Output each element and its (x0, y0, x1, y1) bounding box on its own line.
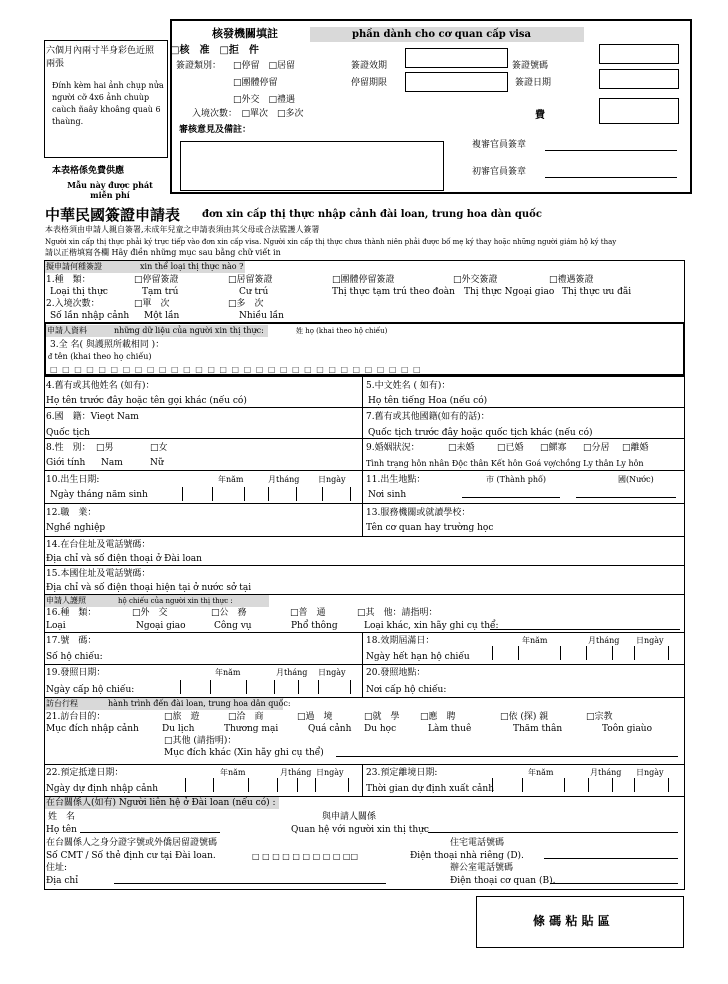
visa-kind-group-vi: Thị thực tạm trú theo đoàn (332, 287, 455, 297)
row-divider (44, 764, 685, 765)
date-tick (274, 680, 275, 694)
contact-office-phone-label-vi: Điện thoại cơ quan (B). (450, 876, 556, 886)
contact-relation-field[interactable] (428, 832, 678, 833)
arrival-year-unit: 年năm (220, 768, 246, 777)
signature-note-vi: Người xin cấp thị thực phải ký trực tiếp vào đơn xin cấp visa. Người xin cấp thị thực chưa thành niên phải được bố mẹ ký thay hoặc những người giám hộ ký thay (45, 238, 617, 246)
contact-name-label-vi: Họ tên (46, 825, 77, 835)
contact-home-phone-label-zh: 住宅電話號碼 (450, 838, 505, 848)
purpose-religion-vi: Toôn giaùo (602, 724, 653, 734)
date-tick (210, 680, 211, 694)
row-divider (44, 664, 685, 665)
passport-kind-diplomatic-vi: Ngoại giao (136, 621, 186, 631)
visa-date-field[interactable] (599, 69, 679, 89)
birth-country-label: 國(Nước) (618, 475, 654, 484)
marital-married[interactable]: □已婚 (497, 443, 524, 453)
visa-section-header-vi: xin thể loại thị thực nào ? (140, 262, 244, 271)
remarks-field[interactable] (180, 141, 444, 191)
date-tick (634, 646, 635, 660)
visa-number-label: 簽證號碼 (512, 61, 549, 71)
contact-name-field[interactable] (80, 832, 220, 833)
passport-kind-label: 16.種 類： (46, 608, 97, 618)
date-tick (182, 487, 183, 501)
row-divider (44, 503, 685, 504)
birth-place-vi: Nơi sinh (368, 490, 407, 500)
visa-kind-courtesy-vi: Thị thực ưu đãi (562, 287, 632, 297)
row-divider (44, 565, 685, 566)
date-tick (612, 778, 613, 792)
contact-office-phone-label-zh: 辦公室電話號碼 (450, 863, 514, 873)
date-tick (492, 646, 493, 660)
full-name-label: 3.全 名( 與護照所載相同 )： (50, 340, 165, 350)
passport-expiry-vi: Ngày hết hạn hộ chiếu (366, 652, 470, 662)
employer-vi: Tên cơ quan hay trường học (366, 523, 494, 533)
former-name-label: 4.舊有或其他姓名 (如有)： (46, 381, 155, 391)
applicant-section-header-zh: 申請人資料 (47, 326, 87, 335)
date-tick (348, 778, 349, 792)
tw-address-vi: Địa chỉ và số điện thoại ở Đài loan (46, 554, 202, 564)
visa-kind-group[interactable]: □團體停留簽證 (332, 275, 395, 285)
nationality-label[interactable]: 6.國 籍：Vieọt Nam (46, 412, 139, 422)
date-tick (518, 646, 519, 660)
contact-relation-label-vi: Quan hệ với người xin thị thực (291, 825, 429, 835)
photo-instruction-vi: Đính kèm hai ảnh chụp nửa người cỡ 4x6 ảnh chuùp caùch ñaây khoâng quaù 6 thaùng. (52, 81, 164, 126)
column-divider (362, 376, 363, 470)
purpose-other[interactable]: □其他 (請指明)： (164, 736, 237, 746)
passport-number-vi: Số hộ chiếu: (46, 652, 103, 662)
issue-year-unit: 年năm (215, 668, 241, 677)
date-tick (564, 778, 565, 792)
passport-section-header-zh: 申請人護照 (46, 596, 86, 605)
purpose-transit[interactable]: □過 境 (297, 712, 333, 722)
home-address-label: 15.本國住址及電話號碼： (46, 569, 151, 579)
passport-kind-other-vi: Loại khác, xin hãy ghi cụ thể: (364, 621, 499, 631)
date-tick (560, 646, 561, 660)
visa-kind-residence-vi: Cư trú (239, 287, 269, 297)
date-tick (522, 778, 523, 792)
purpose-tourism[interactable]: □旅 遊 (164, 712, 200, 722)
issue-place-label: 20.發照地點： (366, 668, 426, 678)
birth-city-field[interactable] (462, 497, 560, 498)
visa-kind-label: 1.種 類： (46, 275, 91, 285)
arrival-month-unit: 月tháng (280, 768, 312, 777)
row-divider (44, 438, 685, 439)
visa-kind-courtesy[interactable]: □禮遇簽證 (549, 275, 594, 285)
date-tick (322, 487, 323, 501)
date-tick (268, 487, 269, 501)
date-tick (297, 778, 298, 792)
contact-address-label-vi: Địa chỉ (46, 876, 79, 886)
marital-divorced[interactable]: □離婚 (622, 443, 649, 453)
sex-label: 8.性 別： (46, 443, 91, 453)
marital-label: 9.婚姻狀況： (366, 443, 420, 453)
date-tick (248, 778, 249, 792)
official-title-zh: 核發機關填註 (212, 27, 278, 40)
expiry-year-unit: 年năm (522, 636, 548, 645)
entries-options[interactable]: 入境次數： □單次 □多次 (192, 109, 304, 119)
expiry-month-unit: 月tháng (588, 636, 620, 645)
marital-widowed[interactable]: □鰥寡 (540, 443, 567, 453)
passport-kind-other[interactable]: □其 他：請指明： (357, 608, 438, 618)
visa-number-field[interactable] (599, 44, 679, 64)
occupation-vi: Nghề nghiệp (46, 523, 106, 533)
trip-section-header-zh: 訪台行程 (46, 699, 78, 708)
entries-multiple-vi: Nhiều lần (239, 311, 284, 321)
entries-label: 2.入境次數： (46, 299, 100, 309)
employer-label: 13.服務機關或就讀學校： (366, 508, 471, 518)
arrival-vi: Ngày dự định nhập cảnh (46, 784, 159, 794)
chinese-name-label: 5.中文姓名 ( 如有)： (366, 381, 451, 391)
date-tick (315, 778, 316, 792)
date-tick (244, 487, 245, 501)
birth-day-unit: 日ngày (318, 475, 346, 484)
passport-kind-diplomatic[interactable]: □外 交 (132, 608, 168, 618)
arrival-day-unit: 日ngày (316, 768, 344, 777)
barcode-area-label: 條 碼 粘 貼 區 (533, 914, 610, 928)
departure-day-unit: 日ngày (636, 768, 664, 777)
date-tick (586, 646, 587, 660)
date-tick (634, 778, 635, 792)
date-tick (668, 778, 669, 792)
stay-period-label: 停留期限 (351, 78, 388, 88)
issue-day-unit: 日ngày (318, 668, 346, 677)
visa-type-label: 簽證類別： (176, 61, 222, 71)
purpose-business[interactable]: □洽 商 (228, 712, 264, 722)
sex-vi: Giới tính (46, 458, 86, 468)
row-divider (44, 407, 685, 408)
departure-year-unit: 年năm (528, 768, 554, 777)
purpose-family-visit-vi: Thăm thân (513, 724, 563, 734)
tw-address-label: 14.在台住址及電話號碼： (46, 540, 151, 550)
passport-section-header-vi: hộ chiếu của người xin thị thực : (118, 597, 233, 605)
chinese-name-vi: Họ tên tiếng Hoa (nếu có) (368, 396, 488, 406)
entries-vi: Số lần nhập cảnh (50, 311, 130, 321)
purpose-business-vi: Thương mại (224, 724, 279, 734)
expiry-day-unit: 日ngày (636, 636, 664, 645)
fee-field[interactable] (599, 98, 679, 124)
contact-address-field[interactable] (114, 883, 386, 884)
date-tick (492, 778, 493, 792)
passport-kind-vi: Loại (46, 621, 66, 631)
stay-period-field[interactable] (405, 72, 508, 92)
issue-date-vi: Ngày cấp hộ chiếu: (46, 685, 135, 695)
purpose-study[interactable]: □就 學 (364, 712, 400, 722)
initial-reviewer-signature-label: 初審官員簽章 (472, 167, 527, 177)
date-tick (588, 778, 589, 792)
visa-kind-stay-vi: Tạm trú (142, 287, 179, 297)
contact-id-char-boxes[interactable]: □ □ □ □ □ □ □ □ □ □□ (252, 852, 359, 861)
passport-kind-ordinary-vi: Phổ thông (291, 621, 338, 631)
row-divider (44, 376, 685, 377)
issue-date-label: 19.發照日期： (46, 668, 106, 678)
home-address-vi: Địa chỉ và số điện thoại hiện tại ở nước sở tại (46, 583, 252, 593)
form-title-vi: đơn xin cấp thị thực nhập cảnh đài loan, trung hoa dàn quốc (202, 209, 542, 220)
reviewer-signature-line[interactable] (545, 150, 677, 151)
passport-kind-official-vi: Công vụ (214, 621, 252, 631)
former-name-vi: Họ tên trước đây hoặc tên gọi khác (nếu có) (46, 396, 247, 406)
free-form-note-vi: Mẫu này được phát miễn phí (67, 180, 153, 200)
birth-month-unit: 月tháng (268, 475, 300, 484)
contact-office-phone-field[interactable] (550, 883, 678, 884)
departure-month-unit: 月tháng (590, 768, 622, 777)
free-form-note-zh: 本表格係免費供應 (52, 166, 125, 176)
passport-kind-other-field[interactable] (490, 629, 680, 630)
date-tick (612, 646, 613, 660)
surname-hint: 姓 họ (khai theo hộ chiếu) (296, 327, 388, 335)
date-tick (350, 487, 351, 501)
date-tick (213, 778, 214, 792)
birth-country-field[interactable] (576, 497, 676, 498)
official-title-vi: phần dành cho cơ quan cấp visa (352, 29, 531, 40)
reviewer-signature-label: 複審官員簽章 (472, 140, 527, 150)
photo-instruction-zh: 六個月內兩寸半身彩色近照兩張 (46, 46, 155, 69)
occupation-label: 12.職 業： (46, 508, 97, 518)
date-tick (212, 487, 213, 501)
contact-home-phone-label-vi: Điện thoại nhà riêng (D). (410, 851, 524, 861)
purpose-employment[interactable]: □應 聘 (420, 712, 456, 722)
passport-kind-ordinary[interactable]: □普 通 (290, 608, 326, 618)
birth-date-vi: Ngày tháng năm sinh (50, 490, 148, 500)
marital-vi: Tình trạng hôn nhân Độc thân Kết hôn Goá vợ/chồng Ly thân Ly hôn (366, 459, 644, 468)
entries-single-vi: Một lần (144, 311, 180, 321)
sex-male-vi: Nam (101, 458, 123, 468)
row-divider (44, 536, 685, 537)
contact-id-label-vi: Số CMT / Số thẻ định cư tại Đài loan. (46, 851, 216, 861)
visa-kind-diplomatic-vi: Thị thực Ngoại giao (464, 287, 555, 297)
full-name-vi: ᵭ tên (khai theo họ chiếu) (48, 352, 152, 361)
entries-multiple[interactable]: □多 次 (228, 299, 264, 309)
issue-month-unit: 月tháng (276, 668, 308, 677)
passport-number-label: 17.號 碼： (46, 636, 97, 646)
date-tick (185, 778, 186, 792)
purpose-study-vi: Du học (364, 724, 397, 734)
marital-single[interactable]: □未婚 (448, 443, 475, 453)
print-instruction: 請以正楷填寫各欄 Hãy điền những mục sau bằng chữ viết in (45, 248, 281, 257)
contact-address-label-zh: 住址: (46, 863, 68, 873)
contact-name-label-zh: 姓 名 (48, 812, 76, 822)
applicant-section-header-vi: những dữ liệu của người xin thị thực: (114, 326, 264, 335)
passport-kind-official[interactable]: □公 務 (211, 608, 247, 618)
date-tick (668, 646, 669, 660)
visa-kind-stay[interactable]: □停留簽證 (134, 275, 179, 285)
birth-date-label: 10.出生日期: (46, 475, 100, 485)
column-divider (362, 764, 363, 796)
signature-note-zh: 本表格須由申請人親自簽署,未成年兒童之申請表須由其父母或合法監護人簽署 (45, 225, 320, 234)
date-tick (277, 778, 278, 792)
arrival-label: 22.預定抵達日期： (46, 768, 124, 778)
full-name-char-boxes[interactable]: □ □ □ □ □ □ □ □ □ □ □ □ □ □ □ □ □ □ □ □ □ □ □ □ □ □ □ □ □ □ □ (50, 365, 422, 374)
visa-type-options-1[interactable]: □停留 □居留 (233, 61, 296, 71)
date-tick (296, 487, 297, 501)
visa-type-options-2[interactable]: □團體停留 (233, 78, 278, 88)
visa-section-header-zh: 擬申請何種簽證 (46, 262, 102, 271)
row-divider (44, 470, 685, 471)
visa-date-label: 簽證日期 (515, 78, 552, 88)
contact-id-label-zh: 在台關係人之身分證字號或外僑居留證號碼 (46, 838, 218, 848)
birth-city-label: 市 (Thành phố) (486, 475, 547, 484)
sex-female[interactable]: □女 (150, 443, 168, 453)
visa-validity-field[interactable] (405, 48, 508, 68)
date-tick (180, 680, 181, 694)
date-tick (318, 680, 319, 694)
contact-section-header: 在台關係人(如有) Người liên hệ ở Đài loan (nếu có) : (46, 798, 276, 808)
approve-reject-checkboxes[interactable]: □核 准 □拒 件 (170, 45, 259, 56)
purpose-transit-vi: Quá cảnh (308, 724, 352, 734)
former-nationality-label: 7.舊有或其他國籍(如有的話)： (366, 412, 490, 422)
entries-single[interactable]: □單 次 (134, 299, 170, 309)
visa-kind-diplomatic[interactable]: □外交簽證 (453, 275, 498, 285)
nationality-vi: Quốc tịch (46, 428, 90, 438)
former-nationality-vi: Quốc tịch trước đây hoặc quốc tịch khác (nếu có) (368, 428, 593, 438)
purpose-family-visit[interactable]: □依 (探) 親 (500, 712, 549, 722)
purpose-label: 21.訪台目的： (46, 712, 106, 722)
marital-separated[interactable]: □分居 (583, 443, 610, 453)
purpose-vi: Mục đích nhập cảnh (46, 724, 139, 734)
row-divider (44, 632, 685, 633)
visa-validity-label: 簽證效期 (351, 61, 388, 71)
remarks-label: 審核意見及備註： (179, 125, 252, 135)
issue-place-vi: Nơi cấp hộ chiếu: (366, 685, 447, 695)
purpose-other-field[interactable] (336, 756, 678, 757)
birth-year-unit: 年năm (218, 475, 244, 484)
sex-female-vi: Nữ (150, 458, 164, 468)
purpose-employment-vi: Làm thuê (428, 724, 472, 734)
sex-male[interactable]: □男 (96, 443, 114, 453)
initial-reviewer-signature-line[interactable] (545, 177, 677, 178)
date-tick (350, 680, 351, 694)
date-tick (298, 680, 299, 694)
passport-expiry-label: 18.效期屆滿日： (366, 636, 435, 646)
birth-place-label: 11.出生地點： (366, 475, 426, 485)
departure-label: 23.預定離境日期: (366, 768, 438, 778)
date-tick (246, 680, 247, 694)
purpose-tourism-vi: Du lịch (162, 724, 195, 734)
contact-relation-label-zh: 與申請人關係 (322, 812, 377, 822)
visa-kind-residence[interactable]: □居留簽證 (228, 275, 273, 285)
departure-vi: Thời gian dự định xuất cảnh (366, 784, 494, 794)
contact-home-phone-field[interactable] (544, 858, 678, 859)
visa-type-options-3[interactable]: □外交 □禮遇 (233, 95, 296, 105)
fee-label: 費 (535, 110, 545, 121)
purpose-other-vi: Mục đích khác (Xin hãy ghi cụ thể) (164, 748, 324, 758)
form-title-zh: 中華民國簽證申請表 (45, 206, 181, 224)
trip-section-header-vi: hành trình đến đài loan, trung hoa dân quốc: (108, 699, 291, 708)
visa-kind-vi: Loại thị thực (50, 287, 108, 297)
purpose-religion[interactable]: □宗教 (586, 712, 613, 722)
